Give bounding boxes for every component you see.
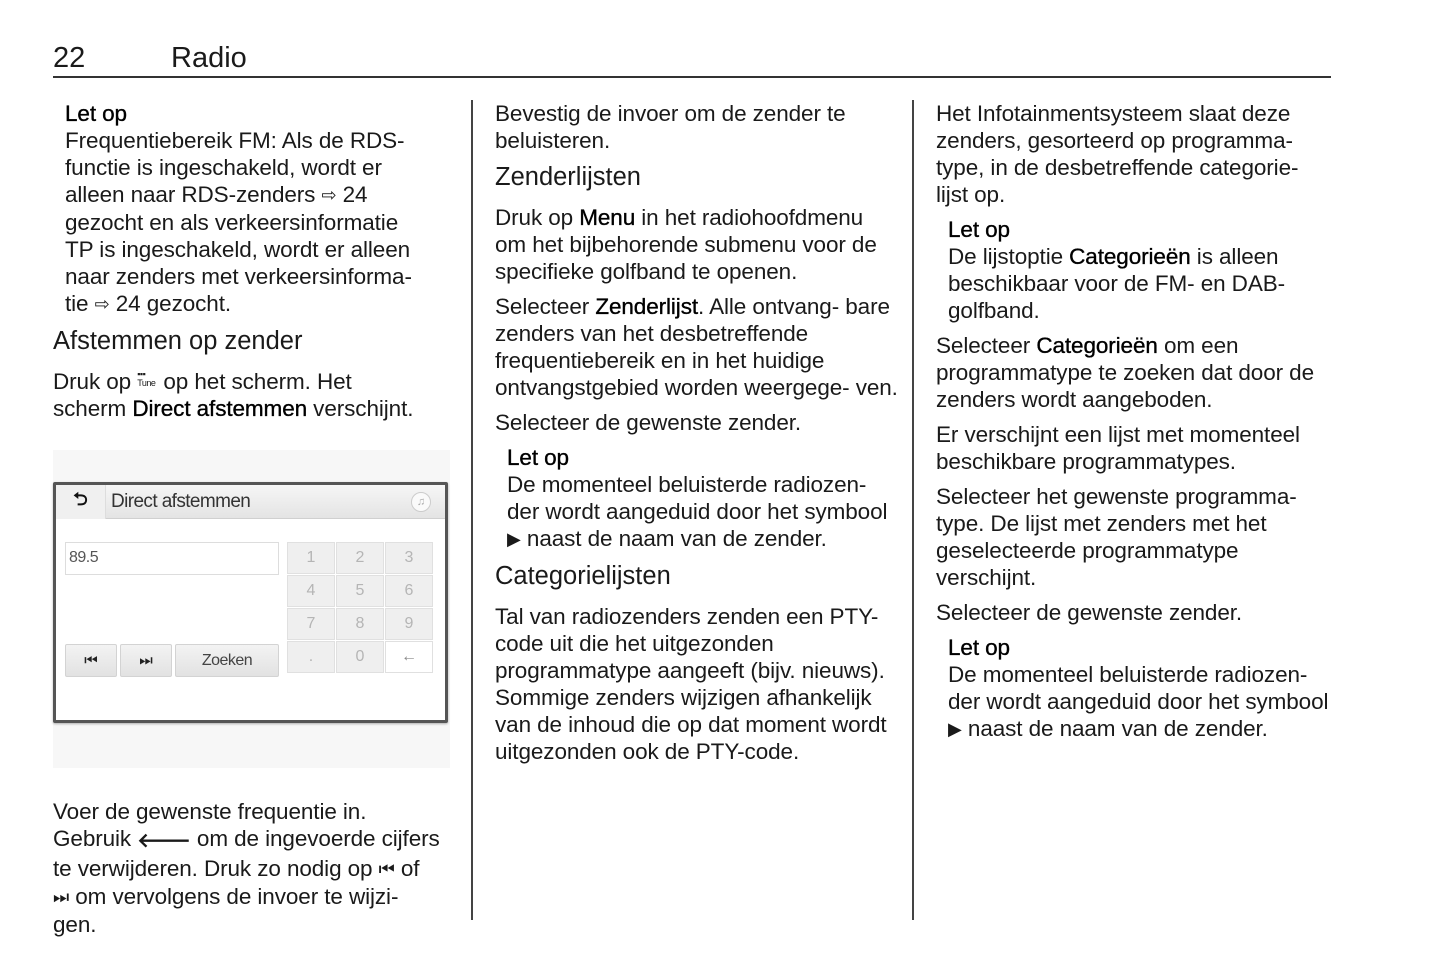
text: Gebruik (53, 826, 138, 851)
note-body (948, 243, 1336, 324)
text: . Alle ontvang- bare zenders van het desbetreffende frequentiebereik en in het huidige ontvangstgebied worden weergege- ven. (495, 294, 898, 400)
numeric-keypad (287, 542, 436, 673)
note-line: naar zenders met verkeersinforma- (65, 264, 412, 289)
text: verschijnt. (307, 396, 414, 421)
page-reference-link[interactable]: 24 (342, 182, 368, 207)
note-line: Frequentiebereik FM: Als de RDS- (65, 128, 405, 153)
key-7[interactable]: 7 (287, 608, 335, 640)
cross-reference-arrow-icon: ⇨ (94, 294, 110, 314)
text: te verwijderen. Druk zo nodig op (53, 856, 379, 881)
paragraph (495, 293, 900, 401)
paragraph (53, 798, 458, 938)
section-heading: Zenderlijsten (495, 163, 641, 191)
search-button[interactable]: Zoeken (175, 644, 279, 677)
screen-header (56, 485, 445, 519)
prev-station-button[interactable] (65, 644, 117, 677)
key-3[interactable]: 3 (385, 542, 433, 574)
paragraph: Het Infotainmentsysteem slaat deze zenders, gesorteerd op programma- type, in de desbetreffende categorie- lijst op. (936, 101, 1299, 207)
text: Selecteer (495, 294, 596, 319)
bold-term: Direct afstemmen (132, 396, 308, 421)
direct-tune-screen (53, 482, 448, 723)
text: om de ingevoerde cijfers (190, 826, 440, 851)
page-header (53, 40, 1331, 78)
back-arrow-icon: ⮌ (73, 489, 88, 509)
column-1 (53, 100, 458, 946)
note-title: Let op (948, 217, 1010, 242)
back-button[interactable] (56, 485, 106, 519)
note-line: TP is ingeschakeld, wordt er alleen (65, 237, 411, 262)
paragraph: Bevestig de invoer om de zender te beluisteren. (495, 101, 846, 153)
paragraph: Selecteer de gewenste zender. (495, 410, 802, 435)
music-note-icon[interactable]: ♫ (411, 492, 431, 512)
text: op het scherm. Het (157, 369, 352, 394)
key-4[interactable]: 4 (287, 575, 335, 607)
text: Voer de gewenste frequentie in. (53, 799, 367, 824)
section-title: Radio (171, 42, 247, 74)
prev-station-icon: ⏮ (84, 652, 98, 669)
paragraph: Er verschijnt een lijst met momenteel beschikbare programmatypes. (936, 422, 1300, 474)
note-rds (53, 100, 458, 318)
paragraph: Tal van radiozenders zenden een PTY-code uit die het uitgezonden programmatype aangeeft (bijv. nieuws). Sommige zenders wijzigen afhankelijk van de inhoud die op dat moment wordt uitgezonden ook de PTY-code. (495, 604, 887, 764)
key-8[interactable]: 8 (336, 608, 384, 640)
paragraph (53, 368, 458, 422)
bold-term: Zenderlijst (595, 294, 699, 319)
note-line: functie is ingeschakeld, wordt er (65, 155, 382, 180)
text: De momenteel beluisterde radiozen- der wordt aangeduid door het symbool (507, 472, 888, 524)
text: Druk op (495, 205, 580, 230)
key-2[interactable]: 2 (336, 542, 384, 574)
frequency-input[interactable]: 89.5 (65, 542, 279, 575)
section-heading: Categorielijsten (495, 562, 671, 590)
paragraph: Selecteer het gewenste programma- type. De lijst met zenders met het geselecteerde programmatype verschijnt. (936, 484, 1297, 590)
text: in het radiohoofdmenu om het bijbehorende submenu voor de specifieke golfband te openen. (495, 205, 877, 284)
note-line: gezocht en als verkeersinformatie (65, 210, 399, 235)
tune-icon-label: Tune (137, 378, 156, 388)
note-text: alleen naar RDS-zenders (65, 182, 322, 207)
text: om vervolgens de invoer te wijzi- (69, 884, 399, 909)
key-0[interactable]: 0 (336, 641, 384, 673)
tune-keypad-icon: ▪▪▪ Tune (137, 369, 156, 388)
next-station-icon: ⏭ (139, 652, 153, 669)
text: De lijstoptie (948, 244, 1070, 269)
note-title: Let op (507, 445, 569, 470)
key-9[interactable]: 9 (385, 608, 433, 640)
play-indicator-icon: ▶ (948, 719, 962, 739)
key-1[interactable]: 1 (287, 542, 335, 574)
backspace-key[interactable]: ← (385, 641, 433, 673)
text: scherm (53, 396, 133, 421)
next-station-button[interactable] (120, 644, 172, 677)
next-station-icon: ⏭ (53, 887, 70, 907)
note-current-station (495, 444, 900, 553)
text: Selecteer (936, 333, 1037, 358)
text: naast de naam van de zender. (520, 526, 827, 551)
page-reference-link[interactable]: 24 (115, 291, 141, 316)
text: gen. (53, 912, 97, 937)
prev-station-icon: ⏮ (378, 859, 395, 879)
screen-illustration (53, 450, 450, 768)
page-number: 22 (53, 42, 86, 74)
column-divider (471, 100, 473, 920)
text: De momenteel beluisterde radiozen- der wordt aangeduid door het symbool (948, 662, 1329, 714)
column-divider (912, 100, 914, 920)
note-body (948, 661, 1336, 743)
paragraph (936, 332, 1336, 413)
column-2 (495, 100, 900, 773)
text: om een programmatype te zoeken dat door de zenders wordt aangeboden. (936, 333, 1314, 412)
text: Druk op (53, 369, 138, 394)
play-indicator-icon: ▶ (507, 529, 521, 549)
text: naast de naam van de zender. (961, 716, 1268, 741)
note-current-station (936, 634, 1336, 743)
section-heading: Afstemmen op zender (53, 327, 303, 355)
note-title: Let op (948, 635, 1010, 660)
text: of (394, 856, 420, 881)
column-3 (936, 100, 1336, 751)
note-text: tie (65, 291, 95, 316)
note-line (65, 181, 458, 209)
bold-term: Categorieën (1069, 244, 1191, 269)
key-decimal[interactable]: . (287, 641, 335, 673)
paragraph (495, 204, 900, 285)
bold-term: Categorieën (1036, 333, 1158, 358)
note-body (507, 471, 900, 553)
note-categories (936, 216, 1336, 324)
note-title: Let op (65, 101, 127, 126)
key-6[interactable]: 6 (385, 575, 433, 607)
screen-title: Direct afstemmen (111, 491, 251, 512)
note-text: gezocht. (140, 291, 232, 316)
note-line (65, 290, 458, 318)
cross-reference-arrow-icon: ⇨ (321, 185, 337, 205)
text: is alleen beschikbaar voor de FM- en DAB- golfband. (948, 244, 1286, 323)
paragraph: Selecteer de gewenste zender. (936, 600, 1243, 625)
bold-term: Menu (579, 205, 636, 230)
backspace-arrow-icon: 🡐 (137, 830, 191, 852)
note-body (65, 127, 458, 318)
key-5[interactable]: 5 (336, 575, 384, 607)
